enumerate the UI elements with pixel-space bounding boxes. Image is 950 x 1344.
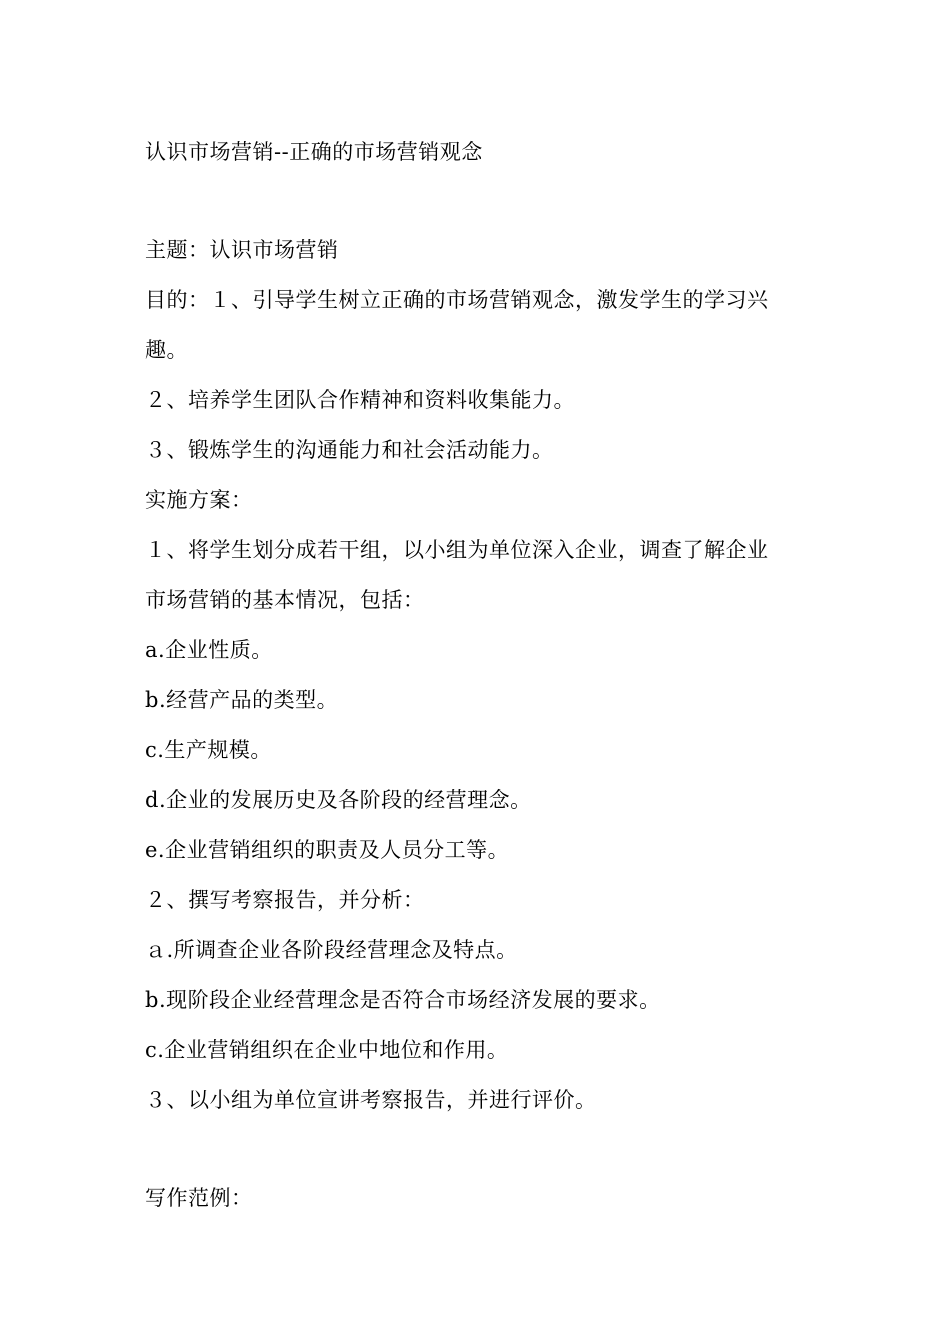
- plan-subitem-d: d.企业的发展历史及各阶段的经营理念。: [145, 788, 532, 812]
- plan-item-2-subitem-c: c.企业营销组织在企业中地位和作用。: [145, 1038, 509, 1062]
- purpose-item-2: ２、培养学生团队合作精神和资料收集能力。: [145, 388, 575, 412]
- plan-heading: 实施方案：: [145, 488, 253, 512]
- plan-subitem-c: c.生产规模。: [145, 738, 272, 762]
- plan-item-1-continued: 市场营销的基本情况，包括：: [145, 588, 425, 612]
- plan-subitem-e: e.企业营销组织的职责及人员分工等。: [145, 838, 510, 862]
- topic-line: 主题：认识市场营销: [145, 238, 339, 262]
- purpose-line-continued: 趣。: [145, 338, 188, 362]
- plan-subitem-b: b.经营产品的类型。: [145, 688, 339, 712]
- example-heading: 写作范例：: [145, 1186, 253, 1210]
- plan-subitem-a: a.企业性质。: [145, 638, 273, 662]
- plan-item-1: １、将学生划分成若干组，以小组为单位深入企业，调查了解企业: [145, 538, 769, 562]
- purpose-line: 目的：１、引导学生树立正确的市场营销观念，激发学生的学习兴: [145, 288, 769, 312]
- plan-item-3: ３、以小组为单位宣讲考察报告，并进行评价。: [145, 1088, 597, 1112]
- plan-item-2-subitem-b: b.现阶段企业经营理念是否符合市场经济发展的要求。: [145, 988, 661, 1012]
- document-title: 认识市场营销--正确的市场营销观念: [145, 140, 483, 164]
- purpose-item-3: ３、锻炼学生的沟通能力和社会活动能力。: [145, 438, 554, 462]
- plan-item-2-subitem-a: ａ.所调查企业各阶段经营理念及特点。: [145, 938, 518, 962]
- plan-item-2: ２、撰写考察报告，并分析：: [145, 888, 425, 912]
